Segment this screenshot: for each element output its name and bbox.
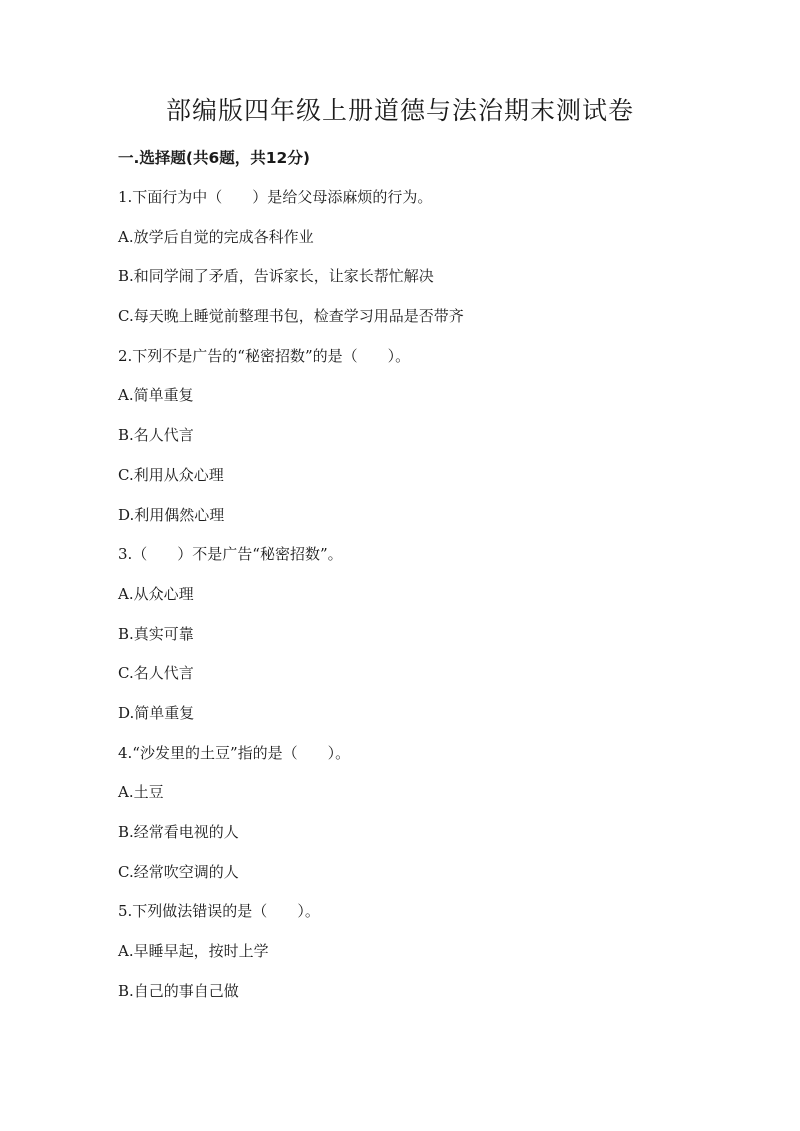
question-1-stem: 1.下面行为中（ ）是给父母添麻烦的行为。 bbox=[118, 188, 433, 206]
question-1-option-b: B.和同学闹了矛盾，告诉家长，让家长帮忙解决 bbox=[118, 267, 434, 286]
question-4-option-b: B.经常看电视的人 bbox=[118, 823, 239, 841]
question-2-option-a: A.简单重复 bbox=[118, 386, 194, 405]
question-list bbox=[118, 186, 738, 1019]
question-5-stem: 5.下列做法错误的是（ ）。 bbox=[118, 902, 320, 921]
question-3-option-d: D.简单重复 bbox=[118, 703, 195, 722]
question-2-option-b: B.名人代言 bbox=[118, 426, 194, 445]
question-4-option-a: A.土豆 bbox=[118, 783, 164, 802]
question-4-option-c: C.经常吹空调的人 bbox=[118, 862, 239, 881]
question-2-stem: 2.下列不是广告的“秘密招数”的是（ ）。 bbox=[118, 346, 411, 365]
question-1-option-c: C.每天晚上睡觉前整理书包，检查学习用品是否带齐 bbox=[118, 307, 464, 326]
question-5-option-b: B.自己的事自己做 bbox=[118, 981, 239, 1000]
question-3-option-b: B.真实可靠 bbox=[118, 624, 194, 643]
question-4-stem: 4.“沙发里的土豆”指的是（ ）。 bbox=[118, 743, 351, 762]
question-2-option-d: D.利用偶然心理 bbox=[118, 505, 225, 524]
section-heading: 一.选择题(共6题，共12分) bbox=[118, 149, 310, 167]
question-3-option-a: A.从众心理 bbox=[118, 584, 194, 603]
question-3-option-c: C.名人代言 bbox=[118, 664, 194, 683]
question-2-option-c: C.利用从众心理 bbox=[118, 465, 224, 484]
page-title: 部编版四年级上册道德与法治期末测试卷 bbox=[165, 96, 634, 125]
question-3-stem: 3.（ ）不是广告“秘密招数”。 bbox=[118, 545, 343, 564]
question-5-option-a: A.早睡早起，按时上学 bbox=[118, 942, 269, 961]
question-1-option-a: A.放学后自觉的完成各科作业 bbox=[118, 227, 314, 246]
